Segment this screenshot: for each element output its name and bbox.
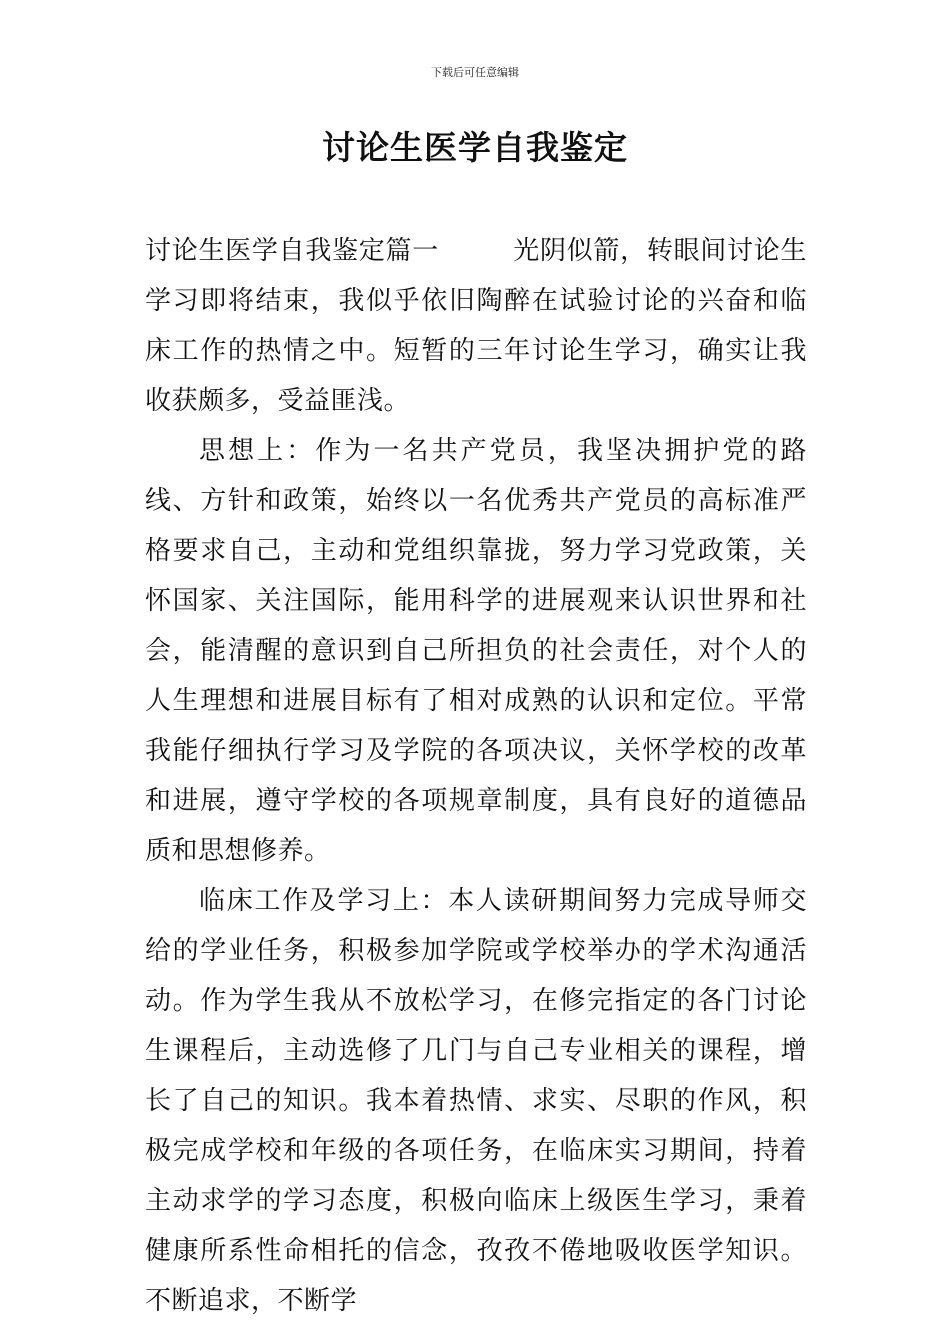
intro-text: 光阴似箭，转眼间讨论生学习即将结束，我似乎依旧陶醉在试验讨论的兴奋和临床工作的热情之中。短暂的三年讨论生学习，确实让我收获颇多，受益匪浅。: [145, 236, 807, 416]
paragraph-ideology: 思想上：作为一名共产党员，我坚决拥护党的路线、方针和政策，始终以一名优秀共产党员的高标准严格要求自己，主动和党组织靠拢，努力学习党政策，关怀国家、关注国际，能用科学的进展观来认识世界和社会，能清醒的意识到自己所担负的社会责任，对个人的人生理想和进展目标有了相对成熟的认识和定位。平常我能仔细执行学习及学院的各项决议，关怀学校的改革和进展，遵守学校的各项规章制度，具有良好的道德品质和思想修养。: [145, 436, 807, 866]
intro-paragraph: [145, 226, 807, 426]
paragraph-clinical-study: 临床工作及学习上：本人读研期间努力完成导师交给的学业任务，积极参加学院或学校举办的学术沟通活动。作为学生我从不放松学习，在修完指定的各门讨论生课程后，主动选修了几门与自己专业相关的课程，增长了自己的知识。我本着热情、求实、尽职的作风，积极完成学校和年级的各项任务，在临床实习期间，持着主动求学的学习态度，积极向临床上级医生学习，秉着健康所系性命相托的信念，孜孜不倦地吸收医学知识。不断追求，不断学: [145, 886, 807, 1316]
document-body: [145, 226, 807, 1326]
document-title: 讨论生医学自我鉴定: [322, 128, 628, 167]
intro-label: 讨论生医学自我鉴定篇一: [145, 236, 439, 266]
header-note: 下载后可任意编辑: [431, 66, 519, 79]
